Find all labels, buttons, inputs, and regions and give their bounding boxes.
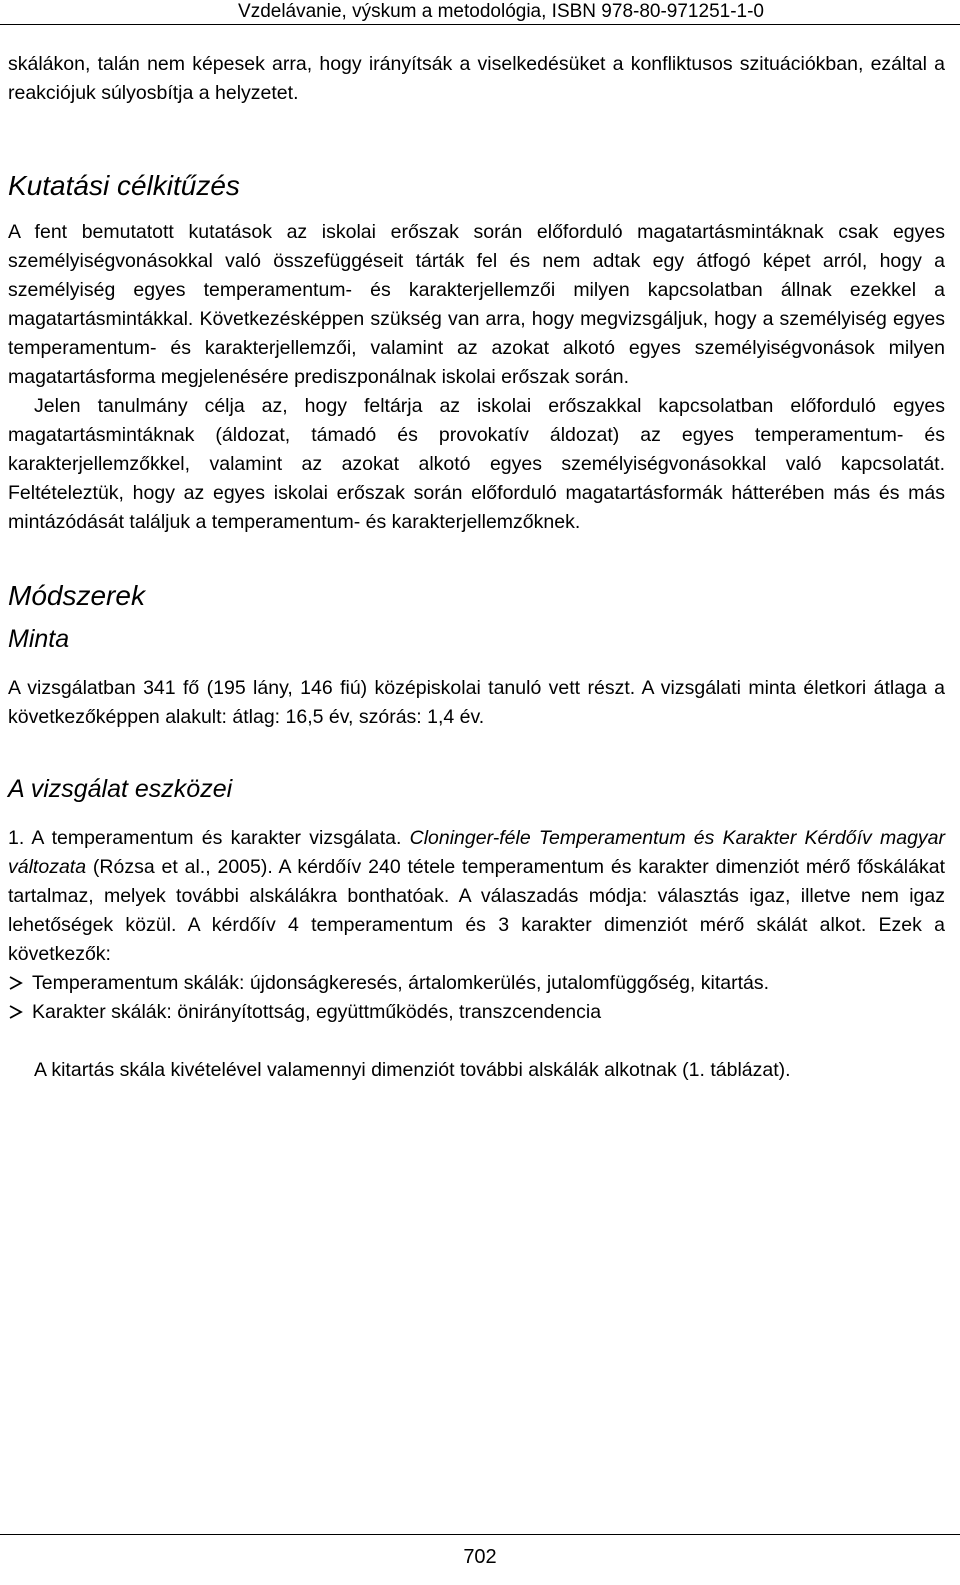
footer-divider [0, 1534, 960, 1535]
bullet-item [8, 969, 945, 998]
tools-lead: 1. A temperamentum és karakter vizsgálata. [8, 827, 410, 849]
subheading-sample: Minta [8, 625, 70, 653]
page-number: 702 [463, 1546, 497, 1568]
running-title: Vzdelávanie, výskum a metodológia, ISBN 978-80-971251-1-0 [238, 1, 764, 22]
intro-paragraph: skálákon, talán nem képesek arra, hogy irányítsák a viselkedésüket a konfliktusos szituációkban, ezáltal a reakciójuk súlyosbítja a helyzetet. [8, 53, 945, 104]
bullet-item [8, 998, 945, 1027]
goal-paragraph-2: Jelen tanulmány célja az, hogy feltárja az iskolai erőszakkal kapcsolatban előforduló egyes magatartásmintáknak (áldozat, támadó és provokatív áldozat) az egyes temperamentum- és karakterjellemzőkkel, valamint az azokat alkotó egyes személyiségvonásokkal való kapcsolatát. Feltételeztük, hogy az egyes iskolai erőszak során előforduló magatartásformák hátterében más és más mintázódását találjuk a temperamentum- és karakterjellemzőknek. [8, 395, 945, 533]
bullet-temperament: Temperamentum skálák: újdonságkeresés, ártalomkerülés, jutalomfüggőség, kitartás. [32, 972, 770, 994]
tools-paragraph [8, 824, 945, 969]
tools-text: (Rózsa et al., 2005). A kérdőív 240 tétele temperamentum és karakter dimenziót mérő főskálákat tartalmaz, melyek további alskálákra bonthatóak. A válaszadás módja: választás igaz, illetve nem igaz lehetőségek közül. A kérdőív 4 temperamentum és 3 karakter dimenziót mérő skálát alkot. Ezek a következők: [8, 856, 945, 965]
section-heading-methods: Módszerek [8, 580, 145, 611]
questionnaire-title: Cloninger-féle Temperamentum és Karakter Kérdőív magyar változata [8, 827, 945, 878]
subheading-tools: A vizsgálat eszközei [8, 775, 233, 803]
bullet-character: Karakter skálák: önirányítottság, együttműködés, transzcendencia [32, 1001, 602, 1023]
page-content [8, 50, 945, 1085]
arrow-bullet-icon [8, 998, 32, 1027]
closing-paragraph: A kitartás skála kivételével valamennyi dimenziót további alskálák alkotnak (1. táblázat). [34, 1059, 791, 1081]
sample-paragraph: A vizsgálatban 341 fő (195 lány, 146 fiú) középiskolai tanuló vett részt. A vizsgálati minta életkori átlaga a következőképpen alakult: átlag: 16,5 év, szórás: 1,4 év. [8, 677, 945, 728]
section-heading-goal: Kutatási célkitűzés [8, 170, 240, 201]
arrow-bullet-icon [8, 969, 32, 998]
running-header [0, 0, 960, 25]
goal-paragraph-1: A fent bemutatott kutatások az iskolai erőszak során előforduló magatartásmintáknak csak egyes személyiségvonásokkal való összefüggéseit tárták fel és nem adtak egy átfogó képet arról, hogy a személyiség egyes temperamentum- és karakterjellemzői milyen kapcsolatban állnak ezekkel a magatartásmintákkal. Következésképpen szükség van arra, hogy megvizsgáljuk, hogy a személyiség egyes temperamentum- és karakterjellemzői, valamint az azokat alkotó egyes személyiségvonások milyen magatartásforma megjelenésére prediszponálnak iskolai erőszak során. [8, 221, 945, 388]
